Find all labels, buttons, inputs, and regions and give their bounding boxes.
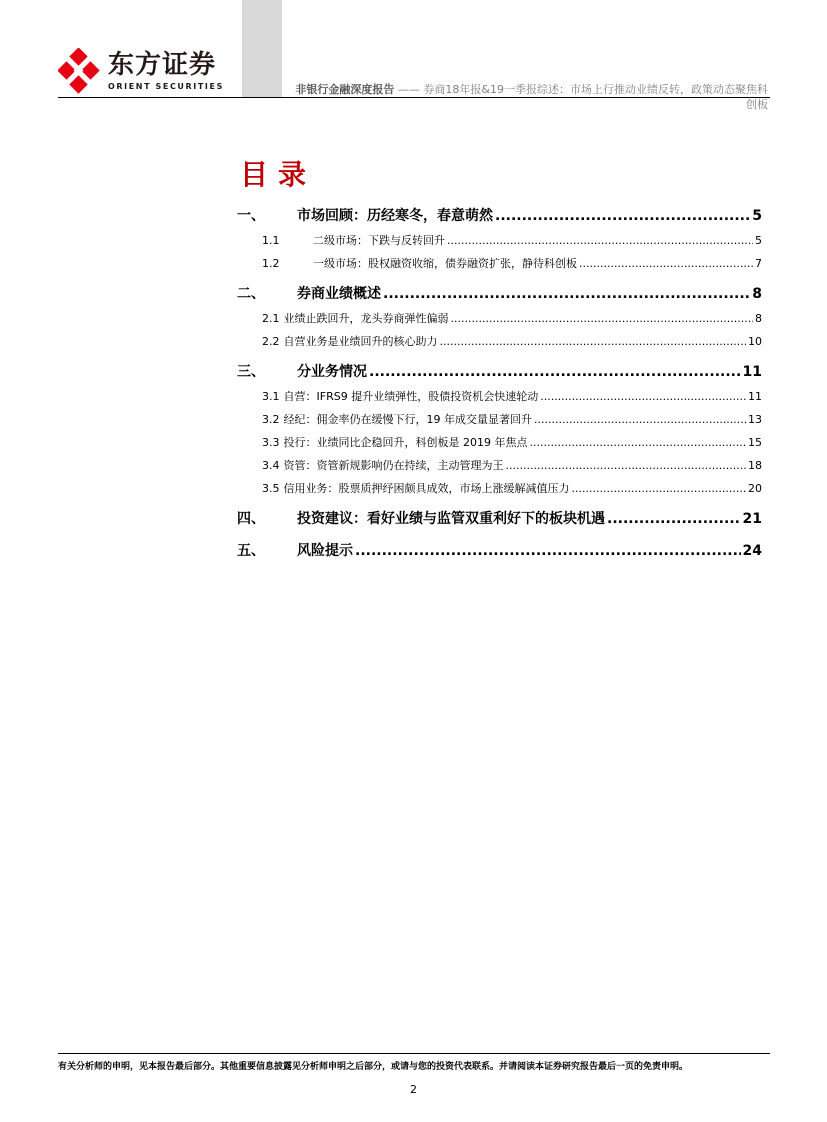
toc-entry[interactable] <box>237 508 762 528</box>
toc-entry-label: 风险提示 <box>297 543 353 559</box>
toc-entry-page: 5 <box>755 234 762 247</box>
toc-entry[interactable] <box>237 540 762 560</box>
toc-leader-dots <box>506 459 747 472</box>
toc-leader-dots <box>451 312 754 325</box>
toc-leader-dots <box>572 482 747 495</box>
toc-entry-number: 3.4 <box>262 459 280 472</box>
toc-leader-dots <box>607 511 741 527</box>
toc-entry-number: 3.1 <box>262 390 280 403</box>
toc-entry-page: 8 <box>752 286 762 302</box>
toc-title: 目录 <box>240 158 317 191</box>
toc-entry-number: 1.2 <box>262 257 280 270</box>
toc-entry-page: 10 <box>748 335 762 348</box>
toc-entry-label: 投资建议：看好业绩与监管双重利好下的板块机遇 <box>297 511 605 527</box>
toc-entry-label: 自营：IFRS9 提升业绩弹性，股债投资机会快速轮动 <box>283 390 539 403</box>
toc-leader-dots <box>579 257 753 270</box>
toc-entry-page: 11 <box>742 364 762 380</box>
toc-entry-page: 13 <box>748 413 762 426</box>
toc-entry-label: 经纪：佣金率仍在缓慢下行，19 年成交量显著回升 <box>283 413 532 426</box>
toc-entry-label: 券商业绩概述 <box>297 286 381 302</box>
toc-entry-number: 二、 <box>237 286 265 302</box>
header-decor-block <box>242 0 282 98</box>
toc-entry[interactable] <box>237 333 762 349</box>
logo-english-name: ORIENT SECURITIES <box>108 82 224 91</box>
toc-entry-number: 1.1 <box>262 234 280 247</box>
toc-entry-number: 一、 <box>237 208 265 224</box>
toc-entry-page: 24 <box>742 543 762 559</box>
page-number: 2 <box>410 1083 417 1096</box>
toc-leader-dots <box>495 208 750 224</box>
toc-entry[interactable] <box>237 457 762 473</box>
toc-entry-page: 18 <box>748 459 762 472</box>
report-type: 非银行金融深度报告 <box>295 83 395 96</box>
toc-entry[interactable] <box>237 411 762 427</box>
toc-entry[interactable] <box>237 310 762 326</box>
toc-leader-dots <box>530 436 747 449</box>
orient-logo-icon <box>58 48 104 94</box>
toc-leader-dots <box>534 413 746 426</box>
toc-entry-label: 信用业务：股票质押纾困颇具成效，市场上涨缓解减值压力 <box>283 482 570 495</box>
header-separator: —— <box>394 83 424 96</box>
toc-entry-label: 市场回顾：历经寒冬，春意萌然 <box>297 208 493 224</box>
toc-entry-label: 资管：资管新规影响仍在持续，主动管理为王 <box>283 459 504 472</box>
company-logo <box>58 48 228 94</box>
header-divider <box>58 97 770 98</box>
toc-entry-page: 8 <box>755 312 762 325</box>
toc-entry-label: 二级市场：下跌与反转回升 <box>313 234 445 247</box>
toc-entry[interactable] <box>237 361 762 381</box>
toc-entry-number: 三、 <box>237 364 265 380</box>
toc-entry-number: 五、 <box>237 543 265 559</box>
toc-entry[interactable] <box>237 388 762 404</box>
toc-leader-dots <box>369 364 741 380</box>
toc-leader-dots <box>447 234 753 247</box>
toc-leader-dots <box>383 286 750 302</box>
toc-entry[interactable] <box>237 205 762 225</box>
toc-entry-page: 7 <box>755 257 762 270</box>
toc-entry-number: 2.2 <box>262 335 280 348</box>
toc-entry[interactable] <box>237 480 762 496</box>
toc-entry-label: 一级市场：股权融资收缩，债券融资扩张，静待科创板 <box>313 257 577 270</box>
footer-divider <box>58 1053 770 1054</box>
toc-entry[interactable] <box>237 255 762 271</box>
toc-leader-dots <box>440 335 747 348</box>
toc-leader-dots <box>540 390 746 403</box>
toc-entry-page: 21 <box>742 511 762 527</box>
toc-entry[interactable] <box>237 283 762 303</box>
toc-entry-label: 自营业务是业绩回升的核心助力 <box>283 335 438 348</box>
toc-entry-number: 3.2 <box>262 413 280 426</box>
toc-entry-number: 3.5 <box>262 482 280 495</box>
toc-leader-dots <box>355 543 741 559</box>
toc-entry-page: 11 <box>748 390 762 403</box>
report-title: 券商18年报&19一季报综述：市场上行推动业绩反转，政策动态聚焦科创板 <box>423 83 768 111</box>
toc-entry-page: 15 <box>748 436 762 449</box>
table-of-contents <box>237 205 762 560</box>
toc-entry-page: 5 <box>752 208 762 224</box>
toc-entry-number: 四、 <box>237 511 265 527</box>
toc-entry-label: 业绩止跌回升，龙头券商弹性偏弱 <box>283 312 449 325</box>
logo-chinese-name: 东方证券 <box>108 50 217 80</box>
toc-entry-label: 投行：业绩同比企稳回升，科创板是 2019 年焦点 <box>283 436 528 449</box>
toc-entry[interactable] <box>237 232 762 248</box>
footer-disclaimer: 有关分析师的申明，见本报告最后部分。其他重要信息披露见分析师申明之后部分，或请与您的投资代表联系。并请阅读本证券研究报告最后一页的免责申明。 <box>58 1062 689 1072</box>
toc-entry-label: 分业务情况 <box>297 364 367 380</box>
toc-entry-number: 3.3 <box>262 436 280 449</box>
toc-entry[interactable] <box>237 434 762 450</box>
toc-entry-number: 2.1 <box>262 312 280 325</box>
toc-entry-page: 20 <box>748 482 762 495</box>
